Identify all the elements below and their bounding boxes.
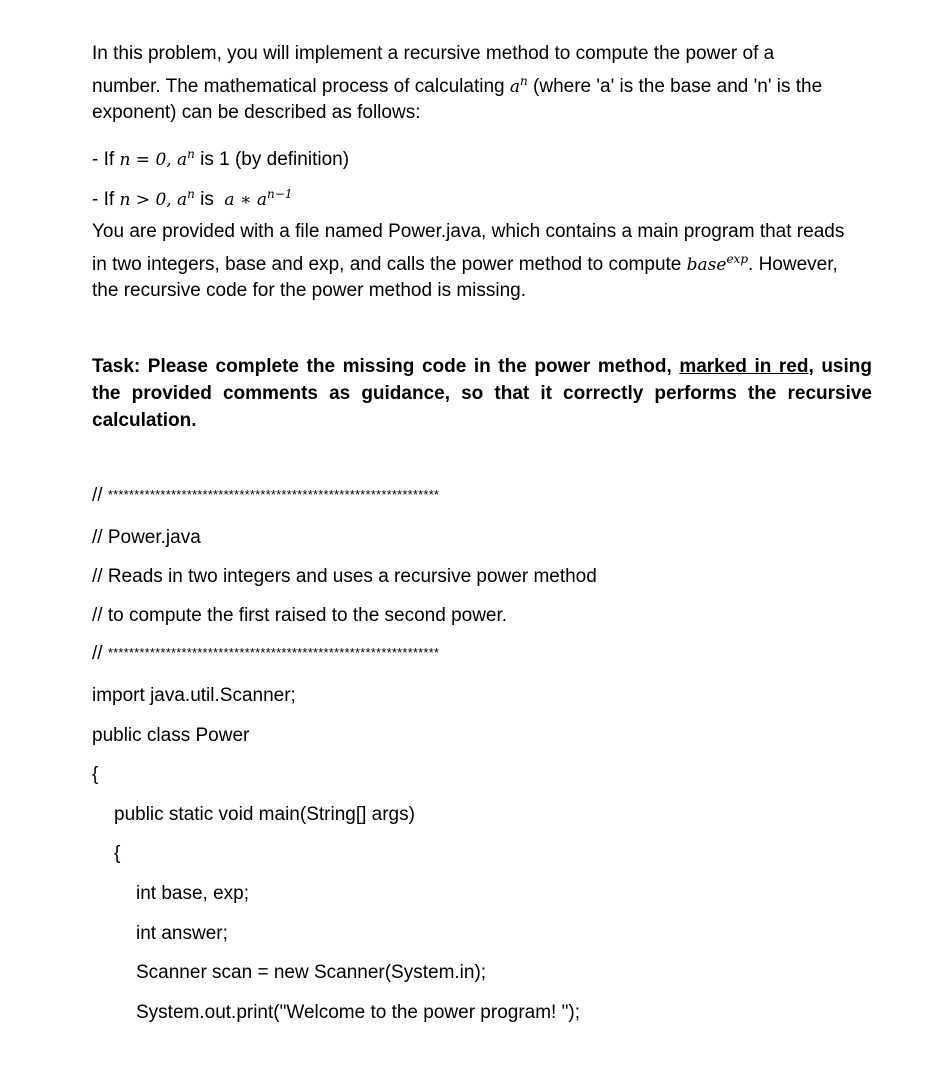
- provided-line-2: in two integers, base and exp, and calls the power method to compute base$^{exp}$. However,: [92, 251, 838, 275]
- intro-line-2-pre: number. The mathematical process of calculating: [92, 75, 510, 97]
- intro-line-3: exponent) can be described as follows:: [92, 102, 421, 123]
- comment-description-1: // Reads in two integers and uses a recursive power method: [92, 566, 597, 587]
- comment-rule-bottom: // ***************************************************************: [92, 643, 440, 664]
- marked-in-red-text: marked in red: [679, 356, 809, 377]
- code-scanner-init: Scanner scan = new Scanner(System.in);: [136, 962, 487, 983]
- comment-filename: // Power.java: [92, 527, 201, 548]
- math-base-power-exp: base$^{exp}$: [686, 251, 749, 275]
- rule-n-equals-zero: - If n = 0, $a^n$ is 1 (by definition): [92, 147, 350, 170]
- comment-rule-top: // ***************************************************************: [92, 485, 440, 506]
- code-import-scanner: import java.util.Scanner;: [92, 685, 296, 706]
- rule-n-greater-zero: - If n > 0, $a^n$ is a ∗ $a^{n-1}$: [92, 187, 293, 210]
- code-declare-base-exp: int base, exp;: [136, 883, 250, 904]
- intro-line-2: [92, 68, 882, 101]
- task-instruction: Task: Please complete the missing code in the power method, marked in red, using the provided comments as guidance, so that it correctly performs the recursive calculation.: [92, 356, 872, 431]
- intro-line-1: In this problem, you will implement a recursive method to compute the power of a: [92, 43, 775, 64]
- code-declare-answer: int answer;: [136, 923, 228, 944]
- code-main-signature: public static void main(String[] args): [114, 804, 415, 825]
- comment-description-2: // to compute the first raised to the second power.: [92, 605, 508, 626]
- intro-line-2-post: (where 'a' is the base and 'n' is the: [527, 75, 823, 97]
- math-a-power-n: $a^n$: [509, 73, 528, 97]
- code-class-open-brace: {: [92, 764, 99, 785]
- code-class-declaration: public class Power: [92, 725, 250, 746]
- intro-paragraph: [92, 41, 882, 127]
- provided-paragraph: [92, 219, 882, 305]
- code-main-open-brace: {: [114, 843, 121, 864]
- provided-line-1: You are provided with a file named Power.java, which contains a main program that reads: [92, 221, 845, 242]
- code-welcome-print: System.out.print("Welcome to the power program! ");: [136, 1002, 580, 1023]
- provided-line-3: the recursive code for the power method is missing.: [92, 280, 527, 301]
